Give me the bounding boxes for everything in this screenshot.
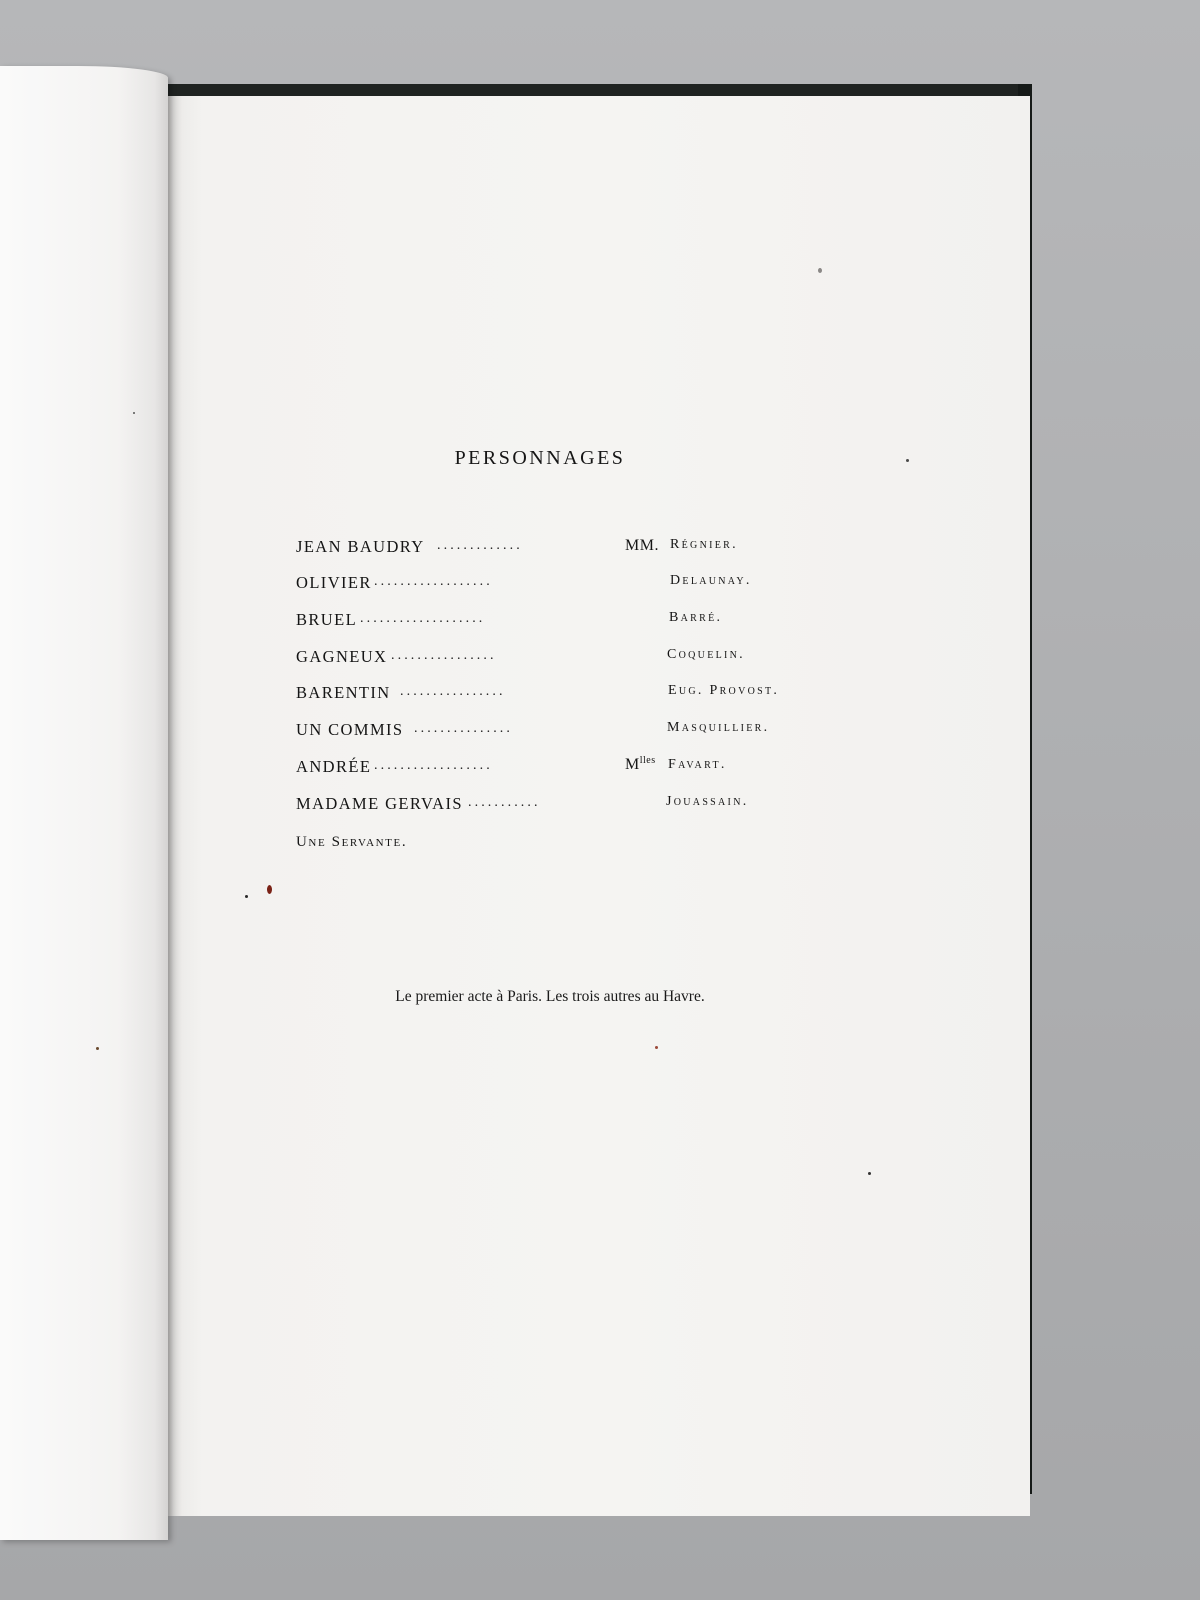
cast-row <box>296 834 816 860</box>
cast-row <box>296 610 816 636</box>
paper-speck <box>868 1172 871 1175</box>
leader-dots: ................... <box>360 611 486 626</box>
actor-name: Masquillier. <box>667 720 770 735</box>
actor-prefix <box>625 755 656 774</box>
actor-prefix: MM. <box>625 537 659 554</box>
leader-dots: ............... <box>414 721 513 736</box>
leader-dots: .................. <box>374 574 493 589</box>
role-name: BARENTIN <box>296 683 391 702</box>
actor-name: Jouassain. <box>666 794 749 809</box>
prefix-superscript: lles <box>639 755 656 766</box>
role-name: MADAME GERVAIS <box>296 794 463 813</box>
role-name: BRUEL <box>296 610 358 629</box>
actor-name: Régnier. <box>670 537 738 552</box>
cast-row <box>296 794 816 820</box>
role-name: OLIVIER <box>296 573 372 592</box>
role-name: JEAN BAUDRY <box>296 537 425 556</box>
paper-speck <box>906 459 909 462</box>
leader-dots: .................. <box>374 758 493 773</box>
cast-row <box>296 573 816 599</box>
role-name: ANDRÉE <box>296 757 372 776</box>
left-page <box>0 66 168 1540</box>
paper-speck <box>655 1046 658 1049</box>
prefix-main: M <box>625 756 640 773</box>
cast-row <box>296 757 816 783</box>
actor-name: Delaunay. <box>670 573 752 588</box>
role-name: GAGNEUX <box>296 647 388 666</box>
role-name: UN COMMIS <box>296 720 404 739</box>
actor-name: Barré. <box>669 610 723 625</box>
cast-row <box>296 647 816 673</box>
actor-name: Favart. <box>668 757 727 772</box>
actor-name: Coquelin. <box>667 647 745 662</box>
actor-name: Eug. Provost. <box>668 683 780 698</box>
cast-row <box>296 720 816 746</box>
leader-dots: ................ <box>391 648 497 663</box>
leader-dots: ................ <box>400 684 506 699</box>
paper-speck <box>133 412 135 414</box>
cast-row <box>296 537 816 563</box>
leader-dots: ........... <box>468 795 541 810</box>
setting-note: Le premier acte à Paris. Les trois autres au Havre. <box>395 988 705 1005</box>
leader-dots: ............. <box>437 538 523 553</box>
paper-speck <box>267 885 272 894</box>
page-title: PERSONNAGES <box>454 447 626 469</box>
paper-speck <box>818 268 822 273</box>
role-name: Une Servante. <box>296 834 408 850</box>
cast-row <box>296 683 816 709</box>
paper-speck <box>96 1047 99 1050</box>
paper-speck <box>245 895 248 898</box>
